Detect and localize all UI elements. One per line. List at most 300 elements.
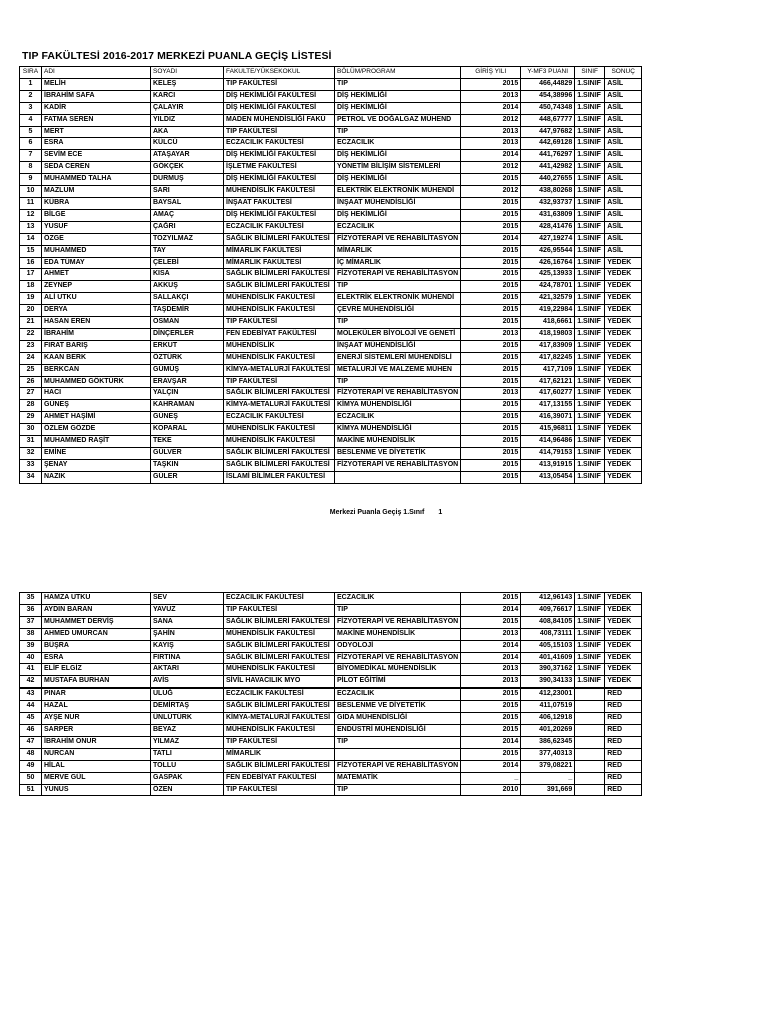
cell-adi: SEVİM ECE <box>42 150 151 162</box>
cell-sinif: 1.SINIF <box>575 78 605 90</box>
cell-adi: MUHAMMED RAŞİT <box>42 436 151 448</box>
cell-giris-yili: 2015 <box>461 317 521 329</box>
cell-sinif <box>575 748 605 760</box>
cell-giris-yili: 2015 <box>461 593 521 605</box>
cell-fakulte: MÜHENDİSLİK FAKÜLTESİ <box>224 352 335 364</box>
cell-fakulte: DİŞ HEKİMLİĞİ FAKÜLTESİ <box>224 150 335 162</box>
cell-sonuc: RED <box>605 760 642 772</box>
cell-bolum: BESLENME VE DİYETETİK <box>335 701 461 713</box>
cell-bolum: ENDÜSTRİ MÜHENDİSLİĞİ <box>335 724 461 736</box>
table-row <box>20 114 642 126</box>
cell-sonuc: YEDEK <box>605 269 642 281</box>
cell-fakulte: ECZACILIK FAKÜLTESİ <box>224 138 335 150</box>
cell-sira: 47 <box>20 736 42 748</box>
cell-adi: ÖZGE <box>42 233 151 245</box>
cell-giris-yili: 2013 <box>461 628 521 640</box>
cell-puan: 409,76617 <box>521 604 575 616</box>
cell-soyadi: ÇAĞRI <box>151 221 224 233</box>
cell-fakulte: TIP FAKÜLTESİ <box>224 376 335 388</box>
cell-fakulte: MİMARLIK <box>224 748 335 760</box>
cell-sinif: 1.SINIF <box>575 293 605 305</box>
cell-bolum: TIP <box>335 126 461 138</box>
cell-giris-yili: 2013 <box>461 676 521 688</box>
cell-giris-yili: 2014 <box>461 233 521 245</box>
cell-sonuc: YEDEK <box>605 293 642 305</box>
cell-sonuc: ASİL <box>605 162 642 174</box>
cell-adi: KAAN BERK <box>42 352 151 364</box>
cell-bolum: TIP <box>335 78 461 90</box>
cell-sinif: 1.SINIF <box>575 114 605 126</box>
cell-sonuc: RED <box>605 748 642 760</box>
cell-soyadi: BEYAZ <box>151 724 224 736</box>
cell-puan: 428,41476 <box>521 221 575 233</box>
cell-adi: BÜŞRA <box>42 640 151 652</box>
cell-puan: 412,23001 <box>521 688 575 700</box>
cell-sinif: 1.SINIF <box>575 628 605 640</box>
cell-bolum: İÇ MİMARLIK <box>335 257 461 269</box>
cell-puan: 426,16764 <box>521 257 575 269</box>
cell-adi: AHMED UMURCAN <box>42 628 151 640</box>
cell-giris-yili: 2014 <box>461 102 521 114</box>
cell-sonuc: ASİL <box>605 90 642 102</box>
cell-bolum: FİZYOTERAPİ VE REHABİLİTASYON <box>335 269 461 281</box>
cell-sinif: 1.SINIF <box>575 340 605 352</box>
cell-soyadi: ÜNLÜTÜRK <box>151 713 224 725</box>
cell-puan: 386,62345 <box>521 736 575 748</box>
cell-soyadi: GÜMÜŞ <box>151 364 224 376</box>
cell-adi: MUSTAFA BURHAN <box>42 676 151 688</box>
cell-giris-yili: 2015 <box>461 269 521 281</box>
table-row <box>20 736 642 748</box>
cell-sinif: 1.SINIF <box>575 604 605 616</box>
cell-giris-yili: 2015 <box>461 400 521 412</box>
cell-sira: 15 <box>20 245 42 257</box>
cell-bolum: MOLEKÜLER BİYOLOJİ VE GENETİ <box>335 328 461 340</box>
cell-sonuc: ASİL <box>605 138 642 150</box>
cell-soyadi: KOPARAL <box>151 424 224 436</box>
cell-puan: 417,60277 <box>521 388 575 400</box>
cell-bolum: MAKİNE MÜHENDİSLİK <box>335 436 461 448</box>
cell-soyadi: KARCI <box>151 90 224 102</box>
cell-sonuc: RED <box>605 688 642 700</box>
cell-adi: YUNUS <box>42 784 151 796</box>
cell-sinif: 1.SINIF <box>575 352 605 364</box>
cell-sira: 33 <box>20 459 42 471</box>
header-soyadi: SOYADI <box>151 67 224 79</box>
cell-sira: 35 <box>20 593 42 605</box>
cell-soyadi: ŞAHİN <box>151 628 224 640</box>
cell-sinif: 1.SINIF <box>575 221 605 233</box>
table-row <box>20 269 642 281</box>
cell-sira: 37 <box>20 616 42 628</box>
table-row <box>20 186 642 198</box>
cell-sinif: 1.SINIF <box>575 281 605 293</box>
cell-puan: 390,37162 <box>521 664 575 676</box>
cell-adi: FATMA SEREN <box>42 114 151 126</box>
cell-fakulte: MÜHENDİSLİK FAKÜLTESİ <box>224 628 335 640</box>
cell-sonuc: ASİL <box>605 209 642 221</box>
cell-bolum: KİMYA MÜHENDİSLİĞİ <box>335 400 461 412</box>
cell-puan: 466,44829 <box>521 78 575 90</box>
table-row <box>20 784 642 796</box>
cell-soyadi: GÜLVER <box>151 448 224 460</box>
cell-soyadi: KÜLCÜ <box>151 138 224 150</box>
cell-giris-yili: 2015 <box>461 471 521 483</box>
cell-sira: 10 <box>20 186 42 198</box>
cell-puan: 442,69128 <box>521 138 575 150</box>
cell-puan: 411,07519 <box>521 701 575 713</box>
table-row <box>20 293 642 305</box>
cell-giris-yili: 2015 <box>461 221 521 233</box>
cell-adi: FIRAT BARIŞ <box>42 340 151 352</box>
table-row <box>20 628 642 640</box>
cell-giris-yili: 2013 <box>461 138 521 150</box>
cell-adi: AYDIN BARAN <box>42 604 151 616</box>
cell-adi: DERYA <box>42 305 151 317</box>
cell-bolum: DİŞ HEKİMLİĞİ <box>335 209 461 221</box>
cell-sira: 32 <box>20 448 42 460</box>
cell-sira: 4 <box>20 114 42 126</box>
cell-sira: 21 <box>20 317 42 329</box>
cell-sira: 44 <box>20 701 42 713</box>
header-giris-yili: GİRİŞ YILI <box>461 67 521 79</box>
cell-adi: AYŞE NUR <box>42 713 151 725</box>
cell-giris-yili: 2015 <box>461 174 521 186</box>
cell-giris-yili: 2015 <box>461 701 521 713</box>
cell-sinif: 1.SINIF <box>575 459 605 471</box>
cell-sira: 26 <box>20 376 42 388</box>
results-table-page-1 <box>19 66 642 484</box>
cell-sinif <box>575 713 605 725</box>
cell-sonuc: YEDEK <box>605 364 642 376</box>
header-sira: SIRA <box>20 67 42 79</box>
cell-soyadi: AVİS <box>151 676 224 688</box>
cell-puan: 379,08221 <box>521 760 575 772</box>
cell-fakulte: KİMYA-METALURJİ FAKÜLTESİ <box>224 364 335 376</box>
cell-adi: İBRAHİM SAFA <box>42 90 151 102</box>
header-puan: Y-MF3 PUANI <box>521 67 575 79</box>
cell-adi: PINAR <box>42 688 151 700</box>
cell-sinif: 1.SINIF <box>575 162 605 174</box>
cell-giris-yili: 2015 <box>461 352 521 364</box>
table-row <box>20 126 642 138</box>
cell-fakulte: SAĞLIK BİLİMLERİ FAKÜLTESİ <box>224 760 335 772</box>
cell-soyadi: TOLLU <box>151 760 224 772</box>
cell-adi: AHMET <box>42 269 151 281</box>
cell-bolum: FİZYOTERAPİ VE REHABİLİTASYON <box>335 652 461 664</box>
cell-adi: ZEYNEP <box>42 281 151 293</box>
cell-sira: 28 <box>20 400 42 412</box>
cell-sonuc: ASİL <box>605 102 642 114</box>
cell-puan: 421,32579 <box>521 293 575 305</box>
cell-soyadi: BAYSAL <box>151 197 224 209</box>
footer-text: Merkezi Puanla Geçiş 1.Sınıf <box>329 509 425 516</box>
cell-adi: YUSUF <box>42 221 151 233</box>
cell-fakulte: TIP FAKÜLTESİ <box>224 78 335 90</box>
cell-giris-yili: 2015 <box>461 281 521 293</box>
cell-puan: 447,97682 <box>521 126 575 138</box>
cell-bolum: METALURJİ VE MALZEME MÜHEN <box>335 364 461 376</box>
cell-fakulte: KİMYA-METALURJİ FAKÜLTESİ <box>224 713 335 725</box>
cell-fakulte: SAĞLIK BİLİMLERİ FAKÜLTESİ <box>224 459 335 471</box>
cell-adi: AHMET HAŞİMİ <box>42 412 151 424</box>
cell-sira: 20 <box>20 305 42 317</box>
cell-sira: 41 <box>20 664 42 676</box>
cell-fakulte: İNŞAAT FAKÜLTESİ <box>224 197 335 209</box>
cell-puan: 417,62121 <box>521 376 575 388</box>
cell-sira: 48 <box>20 748 42 760</box>
cell-puan: _ <box>521 772 575 784</box>
table-row <box>20 162 642 174</box>
cell-bolum: PETROL VE DOĞALGAZ MÜHEND <box>335 114 461 126</box>
cell-fakulte: DİŞ HEKİMLİĞİ FAKÜLTESİ <box>224 209 335 221</box>
cell-sonuc: RED <box>605 724 642 736</box>
cell-adi: MELİH <box>42 78 151 90</box>
table-row <box>20 78 642 90</box>
cell-fakulte: MÜHENDİSLİK FAKÜLTESİ <box>224 305 335 317</box>
table-row <box>20 593 642 605</box>
cell-sira: 31 <box>20 436 42 448</box>
cell-sira: 12 <box>20 209 42 221</box>
cell-puan: 432,93737 <box>521 197 575 209</box>
cell-adi: ÖZLEM GÖZDE <box>42 424 151 436</box>
cell-sira: 18 <box>20 281 42 293</box>
cell-puan: 390,34133 <box>521 676 575 688</box>
cell-giris-yili: 2013 <box>461 388 521 400</box>
cell-sira: 5 <box>20 126 42 138</box>
cell-soyadi: SARI <box>151 186 224 198</box>
cell-bolum: ENERJİ SİSTEMLERİ MÜHENDİSLİ <box>335 352 461 364</box>
cell-giris-yili: 2015 <box>461 245 521 257</box>
cell-adi: ALİ UTKU <box>42 293 151 305</box>
cell-soyadi: AKA <box>151 126 224 138</box>
cell-soyadi: GASPAK <box>151 772 224 784</box>
table-header-row <box>20 67 642 79</box>
table-row <box>20 317 642 329</box>
cell-puan: 401,20269 <box>521 724 575 736</box>
cell-puan: 408,84105 <box>521 616 575 628</box>
table-row <box>20 305 642 317</box>
cell-fakulte: SAĞLIK BİLİMLERİ FAKÜLTESİ <box>224 640 335 652</box>
cell-sinif: 1.SINIF <box>575 448 605 460</box>
cell-soyadi: KISA <box>151 269 224 281</box>
cell-fakulte: ECZACILIK FAKÜLTESİ <box>224 593 335 605</box>
table-row <box>20 328 642 340</box>
cell-sonuc: YEDEK <box>605 436 642 448</box>
table-row <box>20 150 642 162</box>
table-row <box>20 90 642 102</box>
cell-giris-yili: 2015 <box>461 197 521 209</box>
cell-sinif: 1.SINIF <box>575 150 605 162</box>
cell-fakulte: TIP FAKÜLTESİ <box>224 317 335 329</box>
cell-sonuc: YEDEK <box>605 281 642 293</box>
cell-bolum: ELEKTRİK ELEKTRONİK MÜHENDİ <box>335 186 461 198</box>
cell-giris-yili: 2014 <box>461 150 521 162</box>
cell-soyadi: ERKUT <box>151 340 224 352</box>
cell-sinif <box>575 688 605 700</box>
cell-bolum: FİZYOTERAPİ VE REHABİLİTASYON <box>335 388 461 400</box>
cell-bolum: GIDA MÜHENDİSLİĞİ <box>335 713 461 725</box>
cell-soyadi: SALLAKÇI <box>151 293 224 305</box>
cell-sinif: 1.SINIF <box>575 376 605 388</box>
cell-sinif: 1.SINIF <box>575 317 605 329</box>
cell-sira: 3 <box>20 102 42 114</box>
table-row <box>20 340 642 352</box>
cell-adi: ESRA <box>42 138 151 150</box>
cell-giris-yili: 2015 <box>461 78 521 90</box>
cell-adi: İBRAHİM ONUR <box>42 736 151 748</box>
cell-giris-yili: 2015 <box>461 713 521 725</box>
cell-fakulte: MÜHENDİSLİK FAKÜLTESİ <box>224 186 335 198</box>
cell-giris-yili: 2015 <box>461 376 521 388</box>
cell-sira: 51 <box>20 784 42 796</box>
cell-soyadi: KAYIŞ <box>151 640 224 652</box>
cell-sinif: 1.SINIF <box>575 233 605 245</box>
cell-sinif: 1.SINIF <box>575 328 605 340</box>
table-row <box>20 138 642 150</box>
cell-sinif <box>575 772 605 784</box>
table-row <box>20 364 642 376</box>
cell-soyadi: YALÇIN <box>151 388 224 400</box>
table-row <box>20 616 642 628</box>
cell-adi: ŞENAY <box>42 459 151 471</box>
table-row <box>20 424 642 436</box>
table-row <box>20 257 642 269</box>
cell-soyadi: ÖZTÜRK <box>151 352 224 364</box>
cell-bolum: ELEKTRİK ELEKTRONİK MÜHENDİ <box>335 293 461 305</box>
cell-sonuc: YEDEK <box>605 400 642 412</box>
cell-fakulte: TIP FAKÜLTESİ <box>224 604 335 616</box>
cell-sonuc: YEDEK <box>605 388 642 400</box>
cell-adi: MUHAMMED <box>42 245 151 257</box>
cell-soyadi: YILMAZ <box>151 736 224 748</box>
cell-sira: 6 <box>20 138 42 150</box>
cell-giris-yili: 2014 <box>461 604 521 616</box>
cell-sonuc: ASİL <box>605 126 642 138</box>
cell-puan: 431,63809 <box>521 209 575 221</box>
cell-bolum: ECZACILIK <box>335 688 461 700</box>
cell-sira: 25 <box>20 364 42 376</box>
table-row <box>20 688 642 700</box>
cell-giris-yili: 2015 <box>461 448 521 460</box>
cell-bolum: BESLENME VE DİYETETİK <box>335 448 461 460</box>
cell-bolum: ECZACILIK <box>335 221 461 233</box>
cell-soyadi: TATLI <box>151 748 224 760</box>
cell-sira: 50 <box>20 772 42 784</box>
cell-fakulte: MÜHENDİSLİK <box>224 340 335 352</box>
cell-giris-yili: 2010 <box>461 784 521 796</box>
table-row <box>20 701 642 713</box>
table-row <box>20 748 642 760</box>
table-row <box>20 459 642 471</box>
cell-fakulte: SAĞLIK BİLİMLERİ FAKÜLTESİ <box>224 281 335 293</box>
cell-fakulte: ECZACILIK FAKÜLTESİ <box>224 412 335 424</box>
cell-fakulte: İŞLETME FAKÜLTESİ <box>224 162 335 174</box>
cell-bolum: DİŞ HEKİMLİĞİ <box>335 90 461 102</box>
cell-sira: 11 <box>20 197 42 209</box>
table-row <box>20 388 642 400</box>
cell-soyadi: DEMİRTAŞ <box>151 701 224 713</box>
cell-bolum: FİZYOTERAPİ VE REHABİLİTASYON <box>335 760 461 772</box>
cell-puan: 417,83909 <box>521 340 575 352</box>
cell-giris-yili: 2014 <box>461 652 521 664</box>
cell-bolum: ECZACILIK <box>335 412 461 424</box>
cell-soyadi: SEV <box>151 593 224 605</box>
cell-adi: BERKCAN <box>42 364 151 376</box>
cell-bolum: ECZACILIK <box>335 138 461 150</box>
table-row <box>20 640 642 652</box>
cell-sonuc: RED <box>605 784 642 796</box>
cell-sinif: 1.SINIF <box>575 364 605 376</box>
table-row <box>20 436 642 448</box>
cell-sonuc: ASİL <box>605 150 642 162</box>
cell-adi: HAMZA UTKU <box>42 593 151 605</box>
cell-puan: 441,42982 <box>521 162 575 174</box>
cell-sinif <box>575 724 605 736</box>
cell-sira: 17 <box>20 269 42 281</box>
cell-giris-yili: 2013 <box>461 328 521 340</box>
cell-sonuc: YEDEK <box>605 676 642 688</box>
table-row <box>20 676 642 688</box>
cell-fakulte: TIP FAKÜLTESİ <box>224 126 335 138</box>
cell-sonuc: YEDEK <box>605 317 642 329</box>
cell-bolum: TIP <box>335 736 461 748</box>
cell-adi: İBRAHİM <box>42 328 151 340</box>
cell-fakulte: SAĞLIK BİLİMLERİ FAKÜLTESİ <box>224 701 335 713</box>
cell-fakulte: TIP FAKÜLTESİ <box>224 736 335 748</box>
results-table-page-2 <box>19 592 642 796</box>
cell-sinif: 1.SINIF <box>575 126 605 138</box>
cell-sinif: 1.SINIF <box>575 90 605 102</box>
cell-bolum: KİMYA MÜHENDİSLİĞİ <box>335 424 461 436</box>
cell-bolum: FİZYOTERAPİ VE REHABİLİTASYON <box>335 459 461 471</box>
cell-giris-yili: 2015 <box>461 616 521 628</box>
cell-sinif: 1.SINIF <box>575 388 605 400</box>
cell-soyadi: ATAŞAYAR <box>151 150 224 162</box>
page-number: 1 <box>438 509 443 516</box>
table-row <box>20 197 642 209</box>
cell-sinif: 1.SINIF <box>575 245 605 257</box>
cell-puan: 419,22984 <box>521 305 575 317</box>
cell-bolum: DİŞ HEKİMLİĞİ <box>335 174 461 186</box>
cell-giris-yili: 2013 <box>461 664 521 676</box>
cell-sinif: 1.SINIF <box>575 676 605 688</box>
cell-adi: NURCAN <box>42 748 151 760</box>
cell-sinif: 1.SINIF <box>575 305 605 317</box>
cell-adi: GÜNEŞ <box>42 400 151 412</box>
cell-sonuc: YEDEK <box>605 664 642 676</box>
cell-bolum: TIP <box>335 604 461 616</box>
cell-soyadi: YILDIZ <box>151 114 224 126</box>
cell-sonuc: YEDEK <box>605 328 642 340</box>
cell-fakulte: ECZACILIK FAKÜLTESİ <box>224 221 335 233</box>
cell-adi: MERVE GÜL <box>42 772 151 784</box>
cell-puan: 440,27655 <box>521 174 575 186</box>
cell-adi: KADİR <box>42 102 151 114</box>
cell-soyadi: DİNÇERLER <box>151 328 224 340</box>
cell-bolum: DİŞ HEKİMLİĞİ <box>335 102 461 114</box>
cell-sonuc: YEDEK <box>605 604 642 616</box>
cell-fakulte: SAĞLIK BİLİMLERİ FAKÜLTESİ <box>224 388 335 400</box>
cell-puan: 415,96811 <box>521 424 575 436</box>
cell-puan: 417,7109 <box>521 364 575 376</box>
cell-soyadi: FIRTINA <box>151 652 224 664</box>
cell-sonuc: ASİL <box>605 78 642 90</box>
cell-fakulte: SAĞLIK BİLİMLERİ FAKÜLTESİ <box>224 652 335 664</box>
cell-adi: HAZAL <box>42 701 151 713</box>
cell-sonuc: YEDEK <box>605 340 642 352</box>
cell-giris-yili: 2015 <box>461 688 521 700</box>
